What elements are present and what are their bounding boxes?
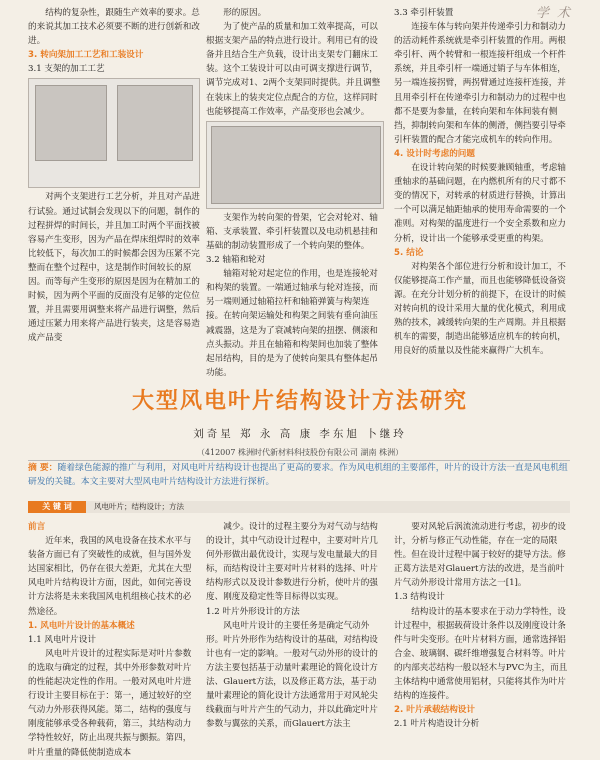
bottom-column-1	[28, 520, 196, 758]
section-heading: 1.2 叶片外形设计的方法	[206, 606, 300, 617]
article-authors: 刘奇星 郑 永 高 康 李东旭 卜继玲	[193, 428, 407, 440]
abstract	[28, 462, 570, 489]
paragraph: 风电叶片设计的主要任务是确定气动外形。叶片外形作为结构设计的基础，对结构设计也有一定的影响。一般对气动外形的设计的方法主要包括基于动量叶素理论的简化设计方法、Glauert方法，以及修正葛方法，基于动量叶素理论的简化设计方法通常用于对风轮尖线截面与叶片产生的气动力，并以此确定叶片参数与翼弦的关系，而Glauert方法主	[206, 620, 378, 730]
paragraph: 为了使产品的质量和加工效率提高，可以根据支架产品的特点进行设计。利用已有的设备并且结合生产负载，设计出支架专门翻床工装。这个工装设计可以由可调支撑进行调节，调节完成对1、2两个支架同时提供。并且调整在装床上的装夹定位点配合的方位，这样同时也能够提高工作效率，产品变形也会减少。	[206, 22, 381, 117]
keywords-text: 风电叶片；结构设计；方法	[94, 502, 184, 511]
paragraph: 在设计转向架的时候要兼顾轴重，考虑轴重轴求的基础问题，在内燃机所有的尺寸都不变的情况下，对转承的材质进行替换，计算出一个可以满足轴距轴承的使用寿命需要的一个准则。对构架的温度进行一个安全系数和应力分析，设计出一个能够承受更重的构架。	[394, 163, 566, 244]
bottom-column-2	[206, 520, 384, 734]
keywords-bar	[28, 501, 570, 513]
section-heading: 前言	[28, 522, 46, 532]
section-heading: 3.1 支架的加工工艺	[28, 64, 105, 75]
divider	[28, 460, 570, 461]
section-heading: 3.2 轴箱和轮对	[206, 255, 266, 266]
paragraph: 近年来，我国的风电设备在技术水平与装备方面已有了突破性的成就，但与国外发达国家相比，仍存在很大差距，尤其在大型风电叶片结构设计方面，因此，如何完善设计方法将是未来我国风电机组核心技术的必然途径。	[28, 536, 192, 617]
paragraph: 轴箱对轮对起定位的作用，也是连接轮对和构架的装置。一端通过轴承与轮对连接，而另一端则通过轴箱拉杆和轴箱弹簧与构架连接。在转向架运输处和构架之间装有垂向油压减震器，这是为了衰减转向架的扭摆、侧滚和点头振动。并且在轴箱和构架间也加装了整体起吊结构，目的是为了使转向架具有整体起吊功能。	[206, 269, 378, 378]
paragraph: 对构架各个部位进行分析和设计加工，不仅能够提高工作产量，而且也能够降低设备资源。在充分计划分析的前提下，在设计的时候对转向机的设计采用大量的优化模式，利用成熟的技术，减缓转向架的生产周期。并且根据机车的需要，制造出能够适应机车的转向机，用良好的质量以及性能来赢得广大机车。	[394, 261, 566, 357]
section-heading: 5. 结论	[394, 247, 424, 258]
top-column-1	[28, 6, 200, 374]
section-heading: 2.1 叶片构造设计分析	[394, 719, 480, 730]
keywords-label: 关 键 词	[28, 501, 86, 513]
section-heading: 3.3 牵引杆装置	[394, 8, 454, 18]
figure-support-part	[28, 78, 200, 188]
section-heading: 2. 叶片承载结构设计	[394, 705, 475, 716]
paragraph: 结构的复杂性，跟随生产效率的要求。总的来说其加工技术必须要不断的进行创新和改进。	[28, 8, 200, 47]
abstract-text: 随着绿色能源的推广与利用，对风电叶片结构设计也提出了更高的要求。作为风电机组的主要部件，叶片的设计方法一直是风电机组研发的关键。本文主要对大型风电叶片结构设计方法进行探析。	[28, 463, 568, 487]
paragraph: 结构设计的基本要求在于动力学特性，设计过程中，根据载荷设计条件以及刚度设计条件与叶尖变形。在叶片材料方面，通常选择铝合金、玻璃钢、碳纤维增强复合材料等。叶片的内部夹芯结构一般以轻木与PVC为主，而且主体结构中通常使用铝材，只能将其作为叶片结构的连接件。	[394, 606, 568, 702]
figure-photo	[117, 85, 193, 161]
figure-photo	[35, 85, 107, 161]
article-affiliation: （412007 株洲时代新材料科技股份有限公司 湖南 株洲）	[196, 448, 404, 457]
section-heading: 1.1 风电叶片设计	[28, 634, 96, 645]
section-heading: 1. 风电叶片设计的基本概述	[28, 620, 135, 631]
figure-fixture	[206, 121, 384, 209]
top-column-3	[394, 6, 572, 374]
paragraph: 风电叶片设计的过程实际是对叶片参数的选取与确定的过程，其中外形参数对叶片的性能起决定性的作用。一般对风电叶片进行设计主要目标在于：第一，通过较好的空气动力外形获得风能。第二，结构的强度与刚度能够承受各种载荷，第三，其结构动力学特性较好，防止出现共振与颤振。第四，叶片重量的降低使制造成本	[28, 648, 192, 758]
paragraph: 支架作为转向架的骨架，它会对轮对、轴箱、支承装置、牵引杆装置以及电动机悬挂和基础的制动装置形成了一个转向架的整体。	[206, 212, 378, 251]
top-column-2	[206, 6, 384, 378]
article-title: 大型风电叶片结构设计方法研究	[131, 389, 468, 414]
section-label: 学 术	[535, 6, 572, 21]
paragraph: 对两个支架进行工艺分析，并且对产品进行试验。通过试制会发现以下的问题，制作的过程拼焊的时间长，并且加工时两个平面找被容易产生变形，因为产品在焊床组焊时的效率比较低下，每次加工的时候都会因为压紧不完整而在整个过程中，这是制作时间较长的原因。而等每产生变形的原因是因为在精加工的时候，因为两个平面的反面没有足够的定位位置，并且需要用调整来将产品进行调整，然后通过压紧力用来将产品进行装夹，这是容易造成产品变	[28, 192, 200, 344]
bottom-column-3	[394, 520, 572, 734]
section-heading: 3. 转向架加工工艺和工装设计	[28, 50, 144, 61]
paragraph: 减少。设计的过程主要分为对气动与结构的设计，其中气动设计过程中，主要对叶片几何外形做出最优设计，实现与发电量最大的目标，而结构设计主要对叶片材料的选择、叶片结构形式以及设计参数进行分析，使叶片的强度、刚度及稳定性等目标得以实现。	[206, 522, 378, 603]
paragraph: 连接车体与转向架并传递牵引力和制动力的活动耗件系统就是牵引杆装置的作用。两根牵引杆、两个转臂和一根连接杆组成一个杆件系统，并且牵引杆一端通过销子与车体相连，另一端连接拐臂，两拐臂通过连接杆连接，并且用牵引杆在传递牵引力和制动力的过程中也都不是要为参量，在转向架和车体间装有侧挡，抑制转向架和车体的侧滑，侧挡要引导牵引杆装置的配合才能完成机车的转向作用。	[394, 22, 566, 145]
section-heading: 4. 设计时考虑的问题	[394, 148, 475, 159]
figure-drawing	[211, 126, 381, 204]
paragraph: 要对风轮后涡流流动进行考虑，初步的设计，分析与修正气动性能，存在一定的局限性。但在设计过程中属于较好的捷导方法。修正葛方法是对Glauert方法的改进，是当前叶片气动外形设计常用方法之一[1]。	[394, 522, 566, 589]
section-heading: 1.3 结构设计	[394, 592, 445, 603]
abstract-label: 摘 要：	[28, 463, 58, 473]
paragraph: 形的原因。	[223, 8, 267, 18]
